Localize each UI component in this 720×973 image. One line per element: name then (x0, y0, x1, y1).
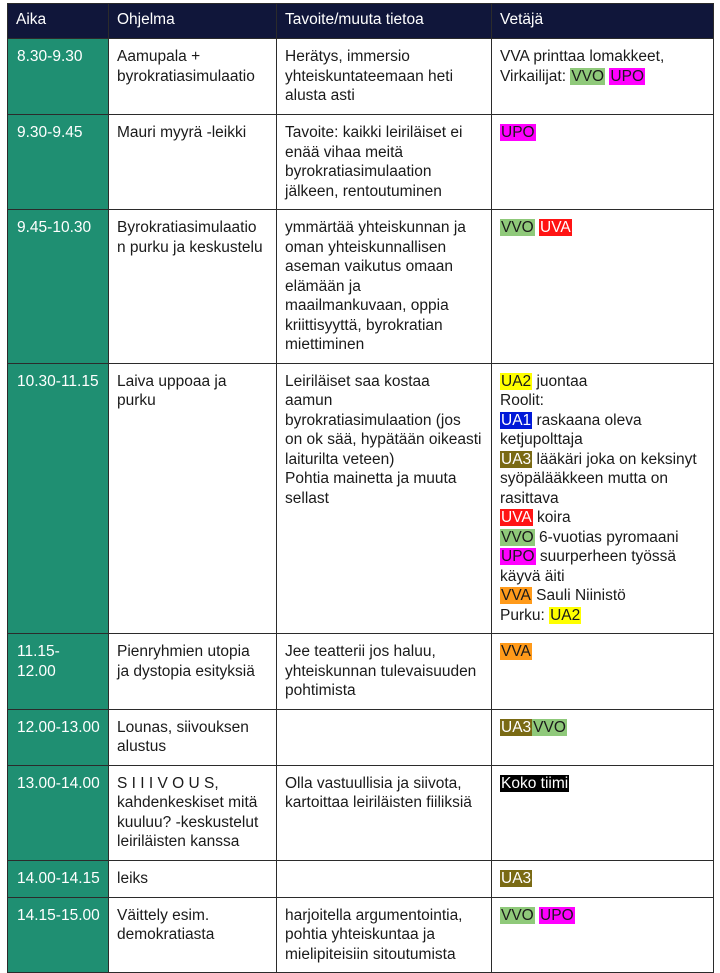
time-cell: 12.00-13.00 (8, 709, 109, 765)
lead-line (500, 508, 705, 528)
program-cell (109, 115, 277, 210)
lead-line (500, 642, 705, 662)
goal-cell (277, 709, 492, 765)
program-line: byrokratiasimulaatio (117, 67, 255, 85)
lead-text: käyvä äiti (500, 567, 565, 585)
lead-text: lääkäri joka on keksinyt (532, 450, 697, 468)
lead-line (500, 718, 705, 738)
lead-cell (492, 115, 714, 210)
goal-line: on ok sää, hypätään oikeasti (285, 431, 482, 448)
goal-line: sellast (285, 489, 329, 507)
goal-line: enää vihaa meitä (285, 143, 404, 161)
role-tag-upo: UPO (501, 548, 535, 565)
lead-line (500, 411, 705, 431)
role-tag-ua3: UA3 (501, 450, 532, 468)
program-cell (109, 39, 277, 115)
program-line: n purku ja keskustelu (117, 238, 263, 256)
lead-text: VVA printtaa lomakkeet, (500, 48, 665, 65)
lead-text: syöpälääkkeen mutta on (500, 470, 669, 487)
table-row (8, 210, 714, 364)
table-row (8, 860, 714, 897)
program-line: Laiva uppoaa ja (117, 372, 227, 390)
role-tag-upo: UPO (501, 124, 535, 141)
lead-line (500, 67, 705, 87)
lead-line (500, 528, 705, 548)
goal-line: yhteiskunnan tulevaisuuden (285, 662, 477, 680)
lead-line (500, 774, 705, 794)
time-cell: 13.00-14.00 (8, 765, 109, 860)
lead-line (500, 547, 705, 567)
lead-text: raskaana oleva (532, 411, 642, 429)
lead-text: Roolit: (500, 392, 544, 409)
lead-text: koira (532, 509, 571, 526)
goal-cell (277, 210, 492, 364)
goal-line: miettiminen (285, 336, 365, 353)
lead-cell (492, 210, 714, 364)
lead-text: suurperheen työssä (535, 548, 677, 565)
lead-line (500, 47, 705, 67)
goal-line: maailmankuvaan, oppia (285, 297, 449, 314)
schedule-body (8, 39, 714, 973)
lead-line (500, 450, 705, 470)
table-row (8, 363, 714, 634)
goal-line: pohtia yhteiskuntaa ja (285, 926, 435, 943)
lead-line (500, 567, 705, 587)
lead-line (500, 906, 705, 926)
lead-cell (492, 39, 714, 115)
role-tag-ua2: UA2 (550, 606, 581, 624)
table-row (8, 115, 714, 210)
role-tag-vvo: VVO (501, 528, 534, 546)
program-line: Lounas, siivouksen (117, 718, 249, 736)
goal-line: yhteiskuntateemaan heti (285, 67, 454, 85)
goal-line: Herätys, immersio (285, 48, 410, 65)
lead-line (500, 372, 705, 392)
role-tag-vvo: VVO (571, 67, 605, 85)
lead-text: 6-vuotias pyromaani (534, 528, 679, 546)
lead-line (500, 218, 705, 238)
goal-line: Leiriläiset saa kostaa (285, 372, 430, 390)
schedule-table (7, 3, 714, 973)
lead-cell (492, 363, 714, 634)
program-cell (109, 363, 277, 634)
lead-line (500, 606, 705, 626)
program-line: leiriläisten kanssa (117, 833, 240, 850)
lead-line (500, 586, 705, 606)
goal-line: harjoitella argumentointia, (285, 906, 463, 924)
lead-text: juontaa (532, 372, 588, 390)
program-line: demokratiasta (117, 926, 215, 943)
table-row (8, 765, 714, 860)
lead-line (500, 123, 705, 143)
goal-line: Tavoite: kaikki leiriläiset ei (285, 124, 463, 141)
program-line: ja dystopia esityksiä (117, 662, 255, 680)
program-line: Pienryhmien utopia (117, 643, 250, 660)
time-cell: 10.30-11.15 (8, 363, 109, 634)
header-row (8, 4, 714, 39)
time-cell: 8.30-9.30 (8, 39, 109, 115)
role-tag-upo: UPO (540, 906, 574, 924)
header-program: Ohjelma (109, 4, 277, 39)
role-tag-vvo: VVO (501, 906, 534, 924)
lead-text: Sauli Niinistö (531, 587, 626, 604)
goal-cell (277, 634, 492, 710)
program-line: Väittely esim. (117, 906, 210, 924)
role-tag-uva: UVA (540, 219, 571, 236)
goal-line: Olla vastuullisia ja siivota, (285, 774, 462, 792)
lead-cell (492, 765, 714, 860)
program-line: kahdenkeskiset mitä (117, 794, 258, 811)
lead-text: rasittava (500, 489, 559, 507)
goal-line: Pohtia mainetta ja muuta (285, 470, 457, 487)
program-line: Aamupala + (117, 48, 201, 65)
role-tag-vva: VVA (501, 587, 531, 604)
lead-cell (492, 634, 714, 710)
header-goal: Tavoite/muuta tietoa (277, 4, 492, 39)
table-row (8, 709, 714, 765)
role-tag-vvo: VVO (533, 718, 566, 736)
goal-line: oman yhteiskunnallisen (285, 238, 447, 256)
program-cell (109, 210, 277, 364)
goal-cell (277, 897, 492, 973)
program-cell (109, 709, 277, 765)
goal-cell (277, 39, 492, 115)
goal-line: kriittisyyttä, byrokratian (285, 316, 443, 334)
lead-line (500, 489, 705, 509)
lead-text: Virkailijat: (500, 67, 571, 85)
lead-line (500, 430, 705, 450)
goal-line: alusta asti (285, 87, 355, 104)
time-cell: 11.15- 12.00 (8, 634, 109, 710)
role-tag-vvo: VVO (501, 219, 534, 236)
goal-cell (277, 115, 492, 210)
goal-cell (277, 860, 492, 897)
program-line: purku (117, 392, 156, 409)
role-tag-ua3: UA3 (501, 718, 532, 736)
goal-line: byrokratiasimulaation (jos (285, 411, 461, 429)
goal-line: byrokratiasimulaation (285, 163, 432, 180)
goal-line: aseman vaikutus omaan (285, 258, 454, 275)
table-row (8, 634, 714, 710)
program-cell (109, 860, 277, 897)
lead-cell (492, 709, 714, 765)
goal-line: mielipiteisiin sitoutumista (285, 945, 456, 963)
time-cell: 14.15-15.00 (8, 897, 109, 973)
role-tag-vva: VVA (501, 643, 531, 660)
time-cell: 14.00-14.15 (8, 860, 109, 897)
goal-line: Jee teatterii jos haluu, (285, 643, 436, 660)
table-row (8, 897, 714, 973)
goal-line: pohtimista (285, 682, 356, 699)
role-tag-ua1: UA1 (501, 411, 532, 429)
program-cell (109, 634, 277, 710)
goal-line: kartoittaa leiriläisten fiiliksiä (285, 794, 472, 811)
goal-line: ymmärtää yhteiskunnan ja (285, 219, 466, 236)
header-time: Aika (8, 4, 109, 39)
program-cell (109, 765, 277, 860)
goal-line: jälkeen, rentoutuminen (285, 182, 442, 200)
program-line: alustus (117, 738, 167, 755)
role-tag-ua3: UA3 (501, 869, 532, 887)
lead-cell (492, 897, 714, 973)
goal-cell (277, 363, 492, 634)
time-cell: 9.30-9.45 (8, 115, 109, 210)
role-tag-uva: UVA (501, 509, 532, 526)
program-line: kuuluu? -keskustelut (117, 813, 259, 831)
goal-line: laiturilta veteen) (285, 450, 395, 468)
role-tag-ua2: UA2 (501, 372, 532, 390)
header-lead: Vetäjä (492, 4, 714, 39)
role-tag-upo: UPO (610, 67, 644, 85)
goal-line: aamun (285, 392, 333, 409)
lead-line (500, 869, 705, 889)
lead-cell (492, 860, 714, 897)
lead-text: Purku: (500, 606, 550, 624)
program-line: S I I I V O U S, (117, 774, 219, 792)
lead-text: ketjupolttaja (500, 431, 583, 448)
program-cell (109, 897, 277, 973)
lead-line (500, 391, 705, 411)
lead-line (500, 469, 705, 489)
table-row (8, 39, 714, 115)
program-line: Mauri myyrä -leikki (117, 124, 247, 141)
role-tag-koko: Koko tiimi (501, 774, 569, 792)
program-line: Byrokratiasimulaatio (117, 219, 257, 236)
time-cell: 9.45-10.30 (8, 210, 109, 364)
program-line: leiks (117, 869, 149, 887)
goal-line: elämään ja (285, 277, 361, 295)
goal-cell (277, 765, 492, 860)
